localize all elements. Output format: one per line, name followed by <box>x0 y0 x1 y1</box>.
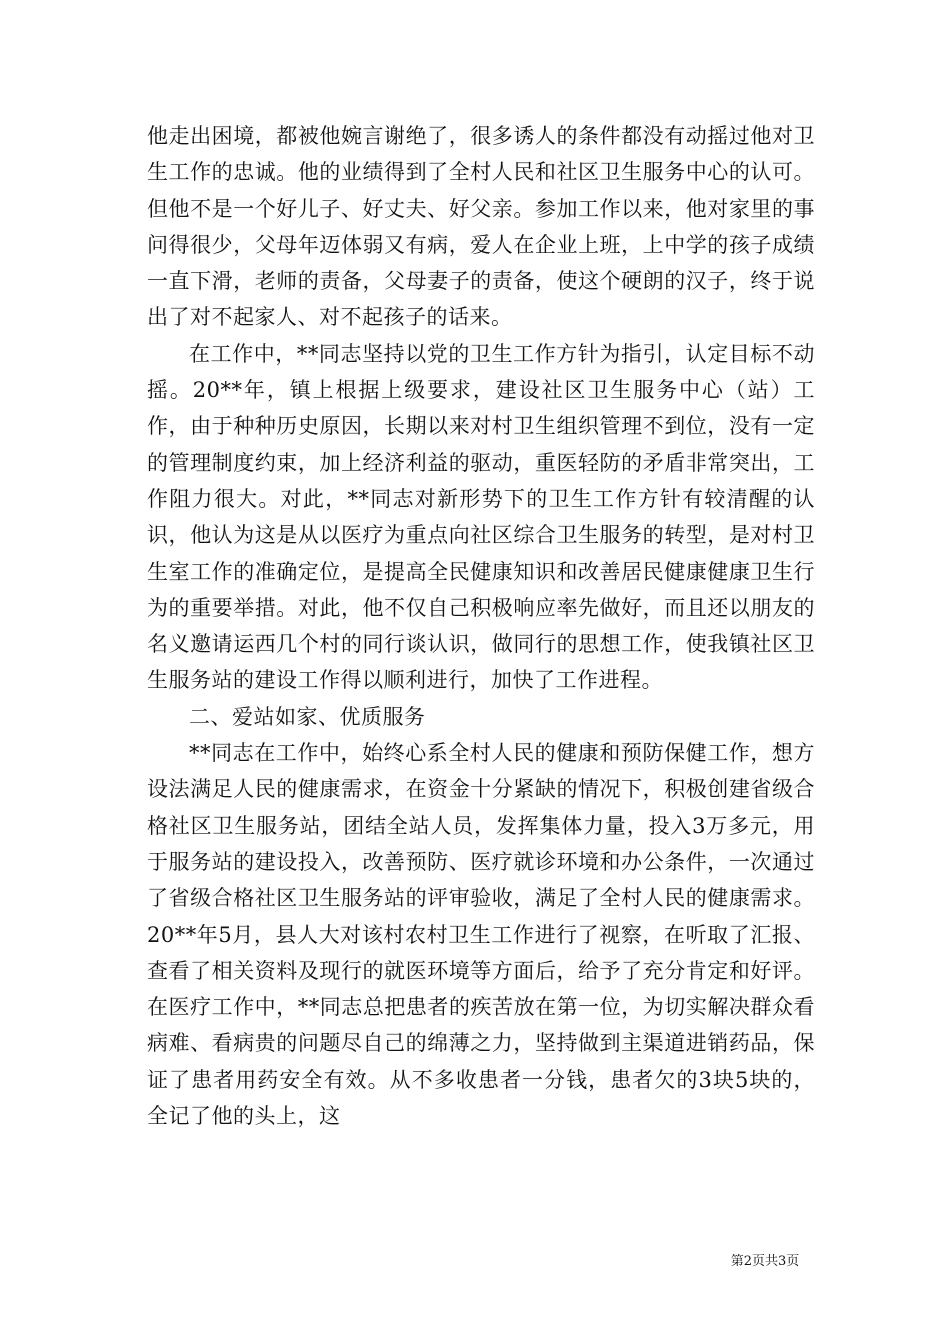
paragraph-quality-service: **同志在工作中，始终心系全村人民的健康和预防保健工作，想方设法满足人民的健康需求，在资金十分紧缺的情况下，积极创建省级合格社区卫生服务站，团结全站人员，发挥集体力量，投入3万多元，用于服务站的建设投入，改善预防、医疗就诊环境和办公条件，一次通过了省级合格社区卫生服务站的评审验收，满足了全村人民的健康需求。20**年5月，县人大对该村农村卫生工作进行了视察，在听取了汇报、查看了相关资料及现行的就医环境等方面后，给予了充分肯定和好评。在医疗工作中，**同志总把患者的疾苦放在第一位，为切实解决群众看病难、看病贵的问题尽自己的绵薄之力，坚持做到主渠道进销药品，保证了患者用药安全有效。从不多收患者一分钱，患者欠的3块5块的，全记了他的头上，这 <box>147 741 815 1129</box>
document-body <box>147 118 815 1134</box>
paragraph-continuation: 他走出困境，都被他婉言谢绝了，很多诱人的条件都没有动摇过他对卫生工作的忠诚。他的业绩得到了全村人民和社区卫生服务中心的认可。但他不是一个好儿子、好丈夫、好父亲。参加工作以来，他对家里的事问得很少，父母年迈体弱又有病，爱人在企业上班，上中学的孩子成绩一直下滑，老师的责备，父母妻子的责备，使这个硬朗的汉子，终于说出了对不起家人、对不起孩子的话来。 <box>147 124 815 330</box>
page-number-footer: 第2页共3页 <box>730 1254 800 1269</box>
paragraph-work-policy: 在工作中，**同志坚持以党的卫生工作方针为指引，认定目标不动摇。20**年，镇上根据上级要求，建设社区卫生服务中心（站）工作，由于种种历史原因，长期以来对村卫生组织管理不到位，没有一定的管理制度约束，加上经济利益的驱动，重医轻防的矛盾非常突出，工作阻力很大。对此，**同志对新形势下的卫生工作方针有较清醒的认识，他认为这是从以医疗为重点向社区综合卫生服务的转型，是对村卫生室工作的准确定位，是提高全民健康知识和改善居民健康健康卫生行为的重要举措。对此，他不仅自己积极响应率先做好，而且还以朋友的名义邀请运西几个村的同行谈认识，做同行的思想工作，使我镇社区卫生服务站的建设工作得以顺利进行，加快了工作进程。 <box>147 341 815 693</box>
section-heading: 二、爱站如家、优质服务 <box>189 704 426 729</box>
